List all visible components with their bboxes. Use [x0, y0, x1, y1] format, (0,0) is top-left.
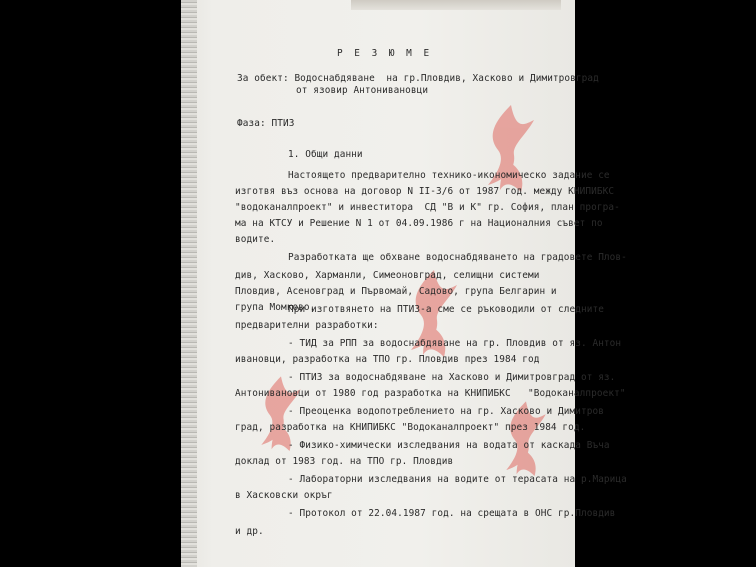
- body-line-21: и др.: [235, 526, 264, 537]
- body-line-12: - ПТИЗ за водоснабдяване на Хасково и Димитровград от яз.: [288, 372, 616, 383]
- body-line-13: Антонивановци от 1980 год разработка на КНИПИБКС "Водоканалпроект": [235, 388, 626, 399]
- body-line-16: - Физико-химически изследвания на водата от каскада Въча: [288, 440, 610, 451]
- phase-line: Фаза: ПТИЗ: [237, 118, 295, 129]
- body-line-8: При изготвянето на ПТИЗ-а сме се ръководили от следните: [288, 304, 604, 315]
- document-title: Р Е З Ю М Е: [337, 48, 433, 59]
- body-line-4: ма на КТСУ и Решение N 1 от 04.09.1986 г на Националния съвет по: [235, 218, 603, 229]
- paper-edge: [351, 0, 561, 10]
- body-line-11: ивановци, разработка на ТПО гр. Пловдив през 1984 год: [235, 354, 540, 365]
- body-line-3: "водоканалпроект" и инвеститора СД "В и К" гр. София, план програ-: [235, 202, 620, 213]
- watermark-stamp-1: [476, 100, 546, 200]
- body-line-18: - Лабораторни изследвания на водите от терасата на р.Марица: [288, 474, 627, 485]
- object-line-2: от язовир Антонивановци: [296, 85, 429, 96]
- body-line-1: Настоящето предварително технико-икономическо задание се: [288, 170, 610, 181]
- body-line-10: - ТИД за РПП за водоснабдяване на гр. Пловдив от яз. Антон: [288, 338, 622, 349]
- body-line-6: Разработката ще обхване водоснабдяването на градовете Плов-: [288, 252, 627, 263]
- body-line-2: изготвя въз основа на договор N II-3/6 от 1987 год. между КНИПИБКС: [235, 186, 615, 197]
- body-line-7: див, Хасково, Харманли, Симеоновград, селищни системи Пловдив, Асеновград и Първомай, Садово, група Белгарин и група Момково.: [235, 270, 557, 313]
- body-line-20: - Протокол от 22.04.1987 год. на срещата в ОНС гр.Пловдив: [288, 508, 616, 519]
- body-line-14: - Преоценка водопотреблението на гр. Хасково и Димитров: [288, 406, 604, 417]
- spiral-binding: [181, 0, 197, 567]
- section-heading: 1. Общи данни: [288, 149, 363, 160]
- object-line-1: За обект: Водоснабдяване на гр.Пловдив, Хасково и Димитровград: [237, 73, 599, 84]
- body-line-9: предварителни разработки:: [235, 320, 379, 331]
- body-line-19: в Хасковски окръг: [235, 490, 333, 501]
- body-line-15: град, разработка на КНИПИБКС "Водоканалпроект" през 1984 год.: [235, 422, 586, 433]
- body-line-5: водите.: [235, 234, 276, 245]
- body-line-17: доклад от 1983 год. на ТПО гр. Пловдив: [235, 456, 454, 467]
- document-page: [181, 0, 627, 567]
